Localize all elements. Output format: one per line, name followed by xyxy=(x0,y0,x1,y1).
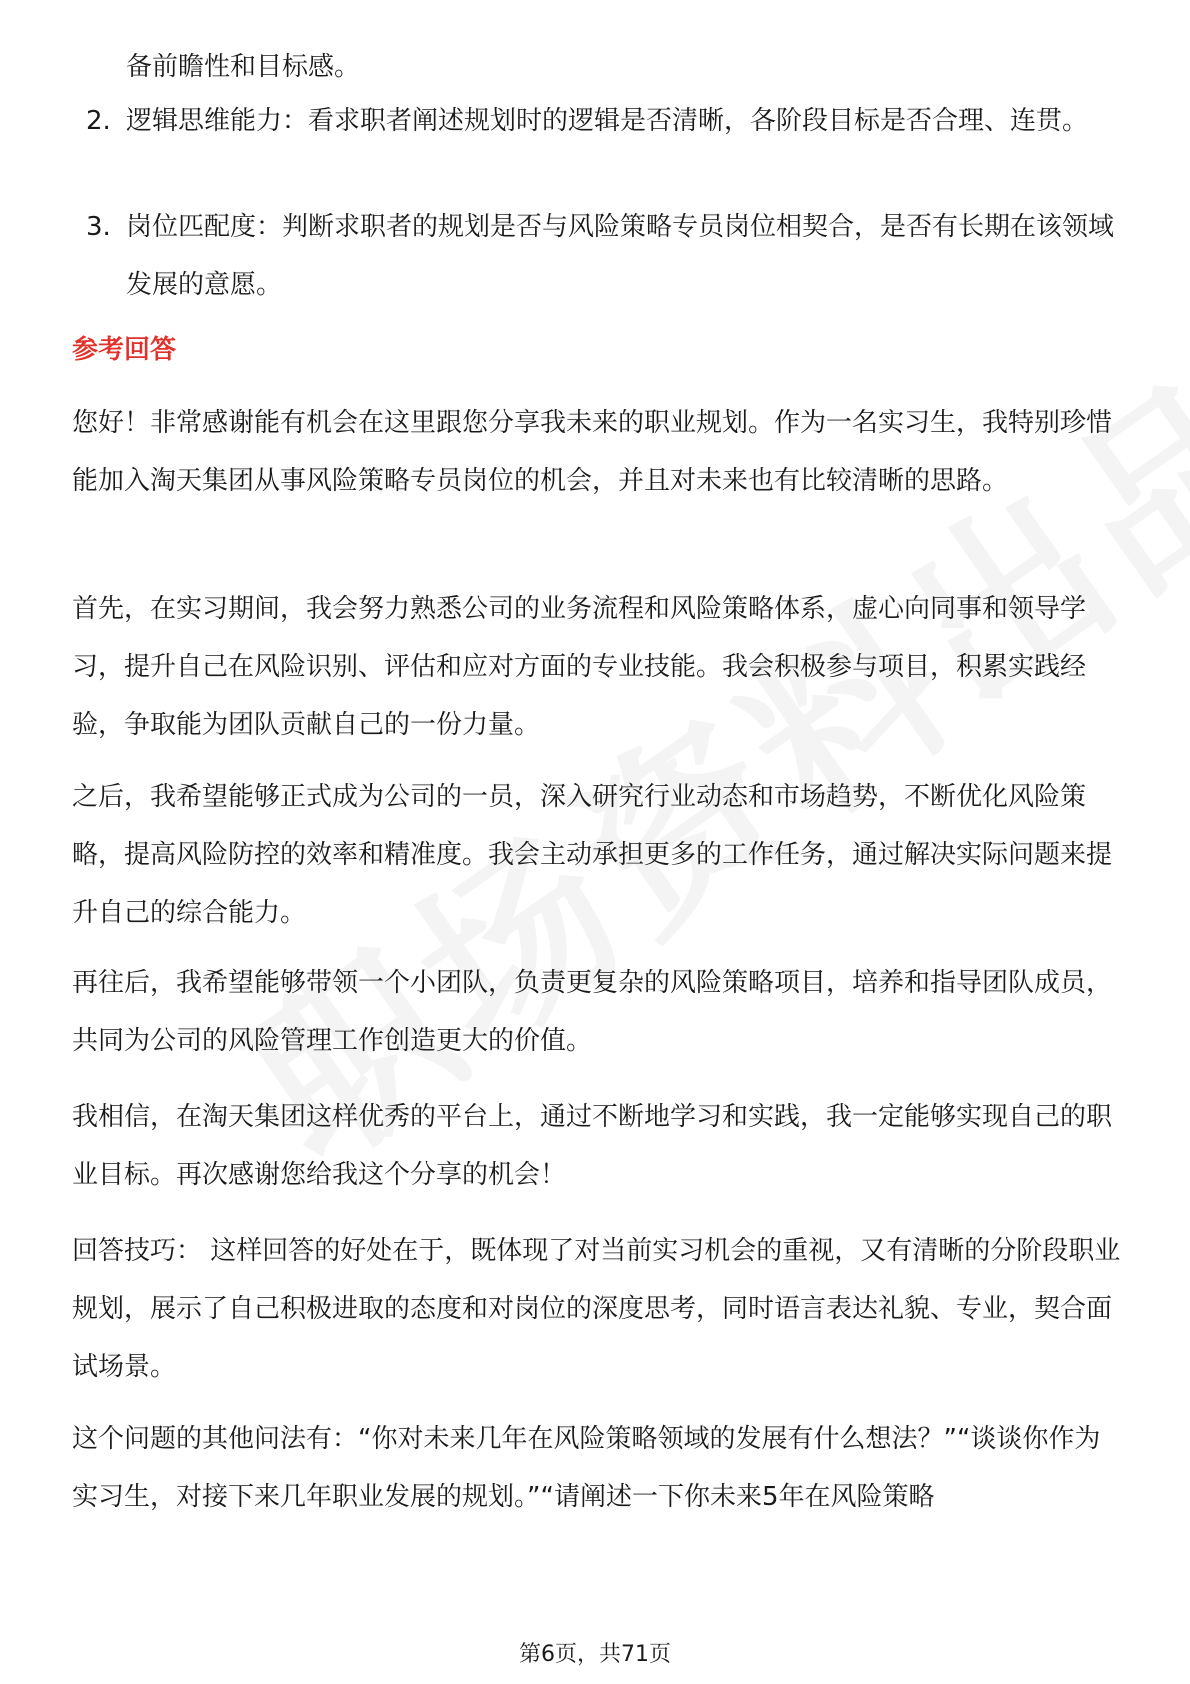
page-footer: 第6页，共71页 xyxy=(519,1642,671,1667)
list-text: 逻辑思维能力：看求职者阐述规划时的逻辑是否清晰，各阶段目标是否合理、连贯。 xyxy=(126,106,1089,136)
paragraph-alternatives: 这个问题的其他问法有：“你对未来几年在风险策略领域的发展有什么想法？”“谈谈你作为实习生，对接下来几年职业发展的规划。”“请阐述一下你未来5年在风险策略 xyxy=(72,1424,1101,1512)
paragraph-tips: 回答技巧： 这样回答的好处在于，既体现了对当前实习机会的重视，又有清晰的分阶段职业规划，展示了自己积极进取的态度和对岗位的深度思考，同时语言表达礼貌、专业，契合面试场景。 xyxy=(72,1236,1121,1382)
list-number: 3. xyxy=(86,212,111,242)
paragraph-first: 首先，在实习期间，我会努力熟悉公司的业务流程和风险策略体系，虚心向同事和领导学习，提升自己在风险识别、评估和应对方面的专业技能。我会积极参与项目，积累实践经验，争取能为团队贡献自己的一份力量。 xyxy=(72,594,1087,740)
paragraph-later: 再往后，我希望能够带领一个小团队，负责更复杂的风险策略项目，培养和指导团队成员，共同为公司的风险管理工作创造更大的价值。 xyxy=(72,968,1113,1056)
criteria-item-3 xyxy=(86,198,1126,314)
list-number: 2. xyxy=(86,106,111,136)
criteria-item-2 xyxy=(86,92,1126,208)
paragraph-belief: 我相信，在淘天集团这样优秀的平台上，通过不断地学习和实践，我一定能够实现自己的职业目标。再次感谢您给我这个分享的机会！ xyxy=(72,1102,1113,1190)
continuation-text: 备前瞻性和目标感。 xyxy=(126,52,361,82)
list-text: 岗位匹配度：判断求职者的规划是否与风险策略专员岗位相契合，是否有长期在该领域发展的意愿。 xyxy=(126,212,1115,300)
paragraph-then: 之后，我希望能够正式成为公司的一员，深入研究行业动态和市场趋势，不断优化风险策略，提高风险防控的效率和精准度。我会主动承担更多的工作任务，通过解决实际问题来提升自己的综合能力。 xyxy=(72,782,1113,928)
paragraph-greeting: 您好！非常感谢能有机会在这里跟您分享我未来的职业规划。作为一名实习生，我特别珍惜能加入淘天集团从事风险策略专员岗位的机会，并且对未来也有比较清晰的思路。 xyxy=(72,408,1113,496)
section-heading: 参考回答 xyxy=(72,335,177,365)
